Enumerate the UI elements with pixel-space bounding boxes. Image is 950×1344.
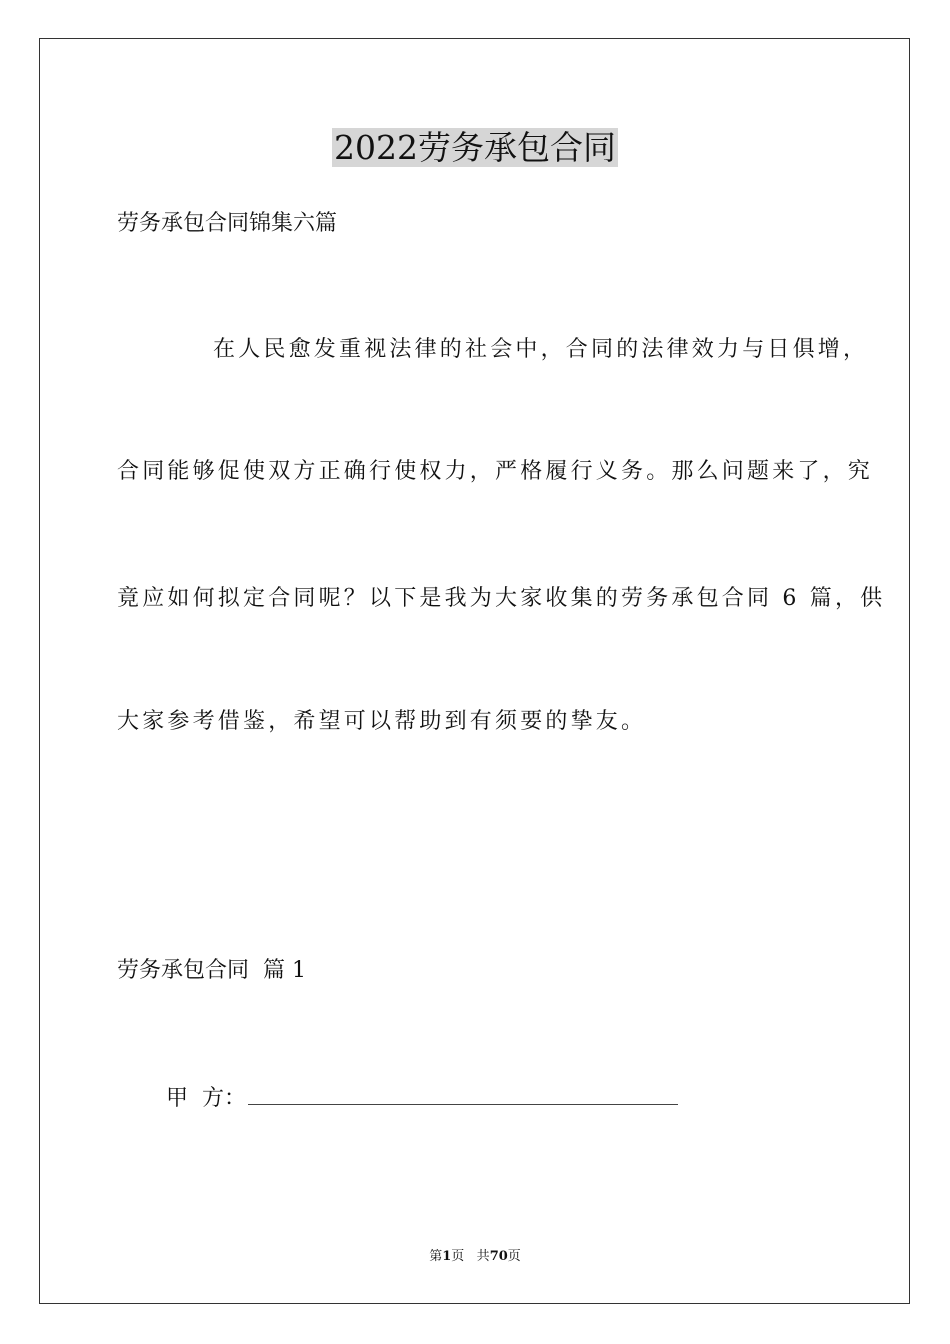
page-footer (0, 1248, 950, 1266)
section-heading: 劳务承包合同 篇 1 (117, 958, 306, 983)
party-a-row (166, 1082, 678, 1114)
footer-total-suffix: 页 (507, 1249, 521, 1264)
intro-line-4: 大家参考借鉴，希望可以帮助到有须要的挚友。 (117, 709, 647, 734)
document-title-text: 2022劳务承包合同 (334, 128, 616, 167)
footer-total-pages: 70 (489, 1249, 508, 1264)
document-title (0, 126, 950, 170)
footer-total-prefix: 共 (476, 1249, 490, 1264)
intro-line-3: 竟应如何拟定合同呢？以下是我为大家收集的劳务承包合同 6 篇，供 (117, 586, 886, 611)
intro-line-2: 合同能够促使双方正确行使权力，严格履行义务。那么问题来了，究 (117, 459, 874, 484)
footer-page-number: 1 (442, 1249, 452, 1264)
intro-line-1: 在人民愈发重视法律的社会中，合同的法律效力与日俱增， (213, 337, 869, 362)
footer-page-suffix: 页 (451, 1249, 465, 1264)
party-a-blank-line (248, 1082, 678, 1105)
party-a-label: 甲 方： (166, 1086, 246, 1111)
footer-page-prefix: 第 (429, 1249, 443, 1264)
document-subtitle: 劳务承包合同锦集六篇 (117, 211, 338, 236)
